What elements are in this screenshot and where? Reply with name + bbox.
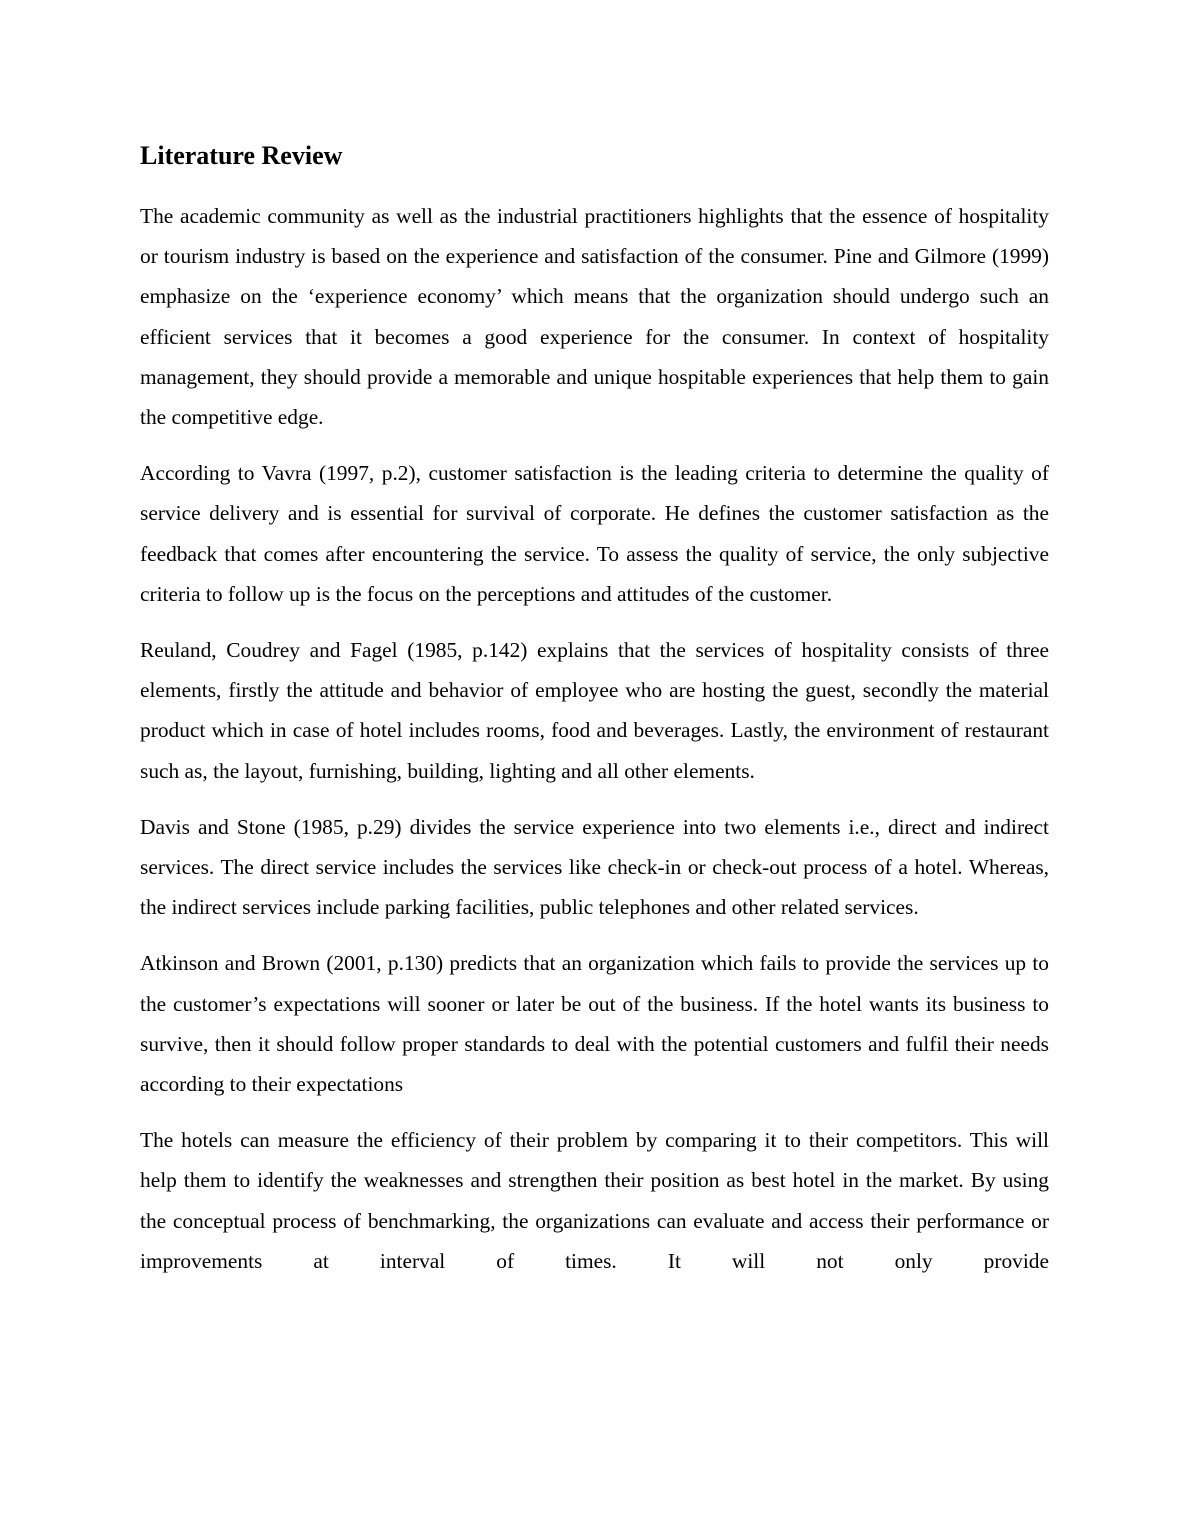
section-heading: Literature Review bbox=[140, 141, 343, 170]
paragraph-customer-satisfaction: According to Vavra (1997, p.2), customer satisfaction is the leading criteria to determine the quality of service delivery and is essential for survival of corporate. He defines the customer satisfaction as the feedback that comes after encountering the service. To assess the quality of service, the only subjective criteria to follow up is the focus on the perceptions and attitudes of the customer. bbox=[140, 461, 1049, 606]
paragraph-experience-economy: The academic community as well as the industrial practitioners highlights that the essence of hospitality or tourism industry is based on the experience and satisfaction of the consumer. Pine and Gilmore (1999) emphasize on the ‘experience economy’ which means that the organization should undergo such an efficient services that it becomes a good experience for the consumer. In context of hospitality management, they should provide a memorable and unique hospitable experiences that help them to gain the competitive edge. bbox=[140, 204, 1049, 430]
paragraph-direct-indirect-services: Davis and Stone (1985, p.29) divides the service experience into two elements i.e., direct and indirect services. The direct service includes the services like check-in or check-out process of a hotel. Whereas, the indirect services include parking facilities, public telephones and other related services. bbox=[140, 814, 1049, 920]
document-page bbox=[140, 138, 1049, 1297]
paragraph-hospitality-elements: Reuland, Coudrey and Fagel (1985, p.142) explains that the services of hospitality consists of three elements, firstly the attitude and behavior of employee who are hosting the guest, secondly the material product which in case of hotel includes rooms, food and beverages. Lastly, the environment of restaurant such as, the layout, furnishing, building, lighting and all other elements. bbox=[140, 638, 1049, 783]
paragraph-customer-expectations: Atkinson and Brown (2001, p.130) predicts that an organization which fails to provide the services up to the customer’s expectations will sooner or later be out of the business. If the hotel wants its business to survive, then it should follow proper standards to deal with the potential customers and fulfil their needs according to their expectations bbox=[140, 951, 1049, 1097]
paragraph-benchmarking: The hotels can measure the efficiency of their problem by comparing it to their competitors. This will help them to identify the weaknesses and strengthen their position as best hotel in the market. By using the conceptual process of benchmarking, the organizations can evaluate and access their performance or improvements at interval of times. It will not only provide bbox=[140, 1128, 1049, 1273]
